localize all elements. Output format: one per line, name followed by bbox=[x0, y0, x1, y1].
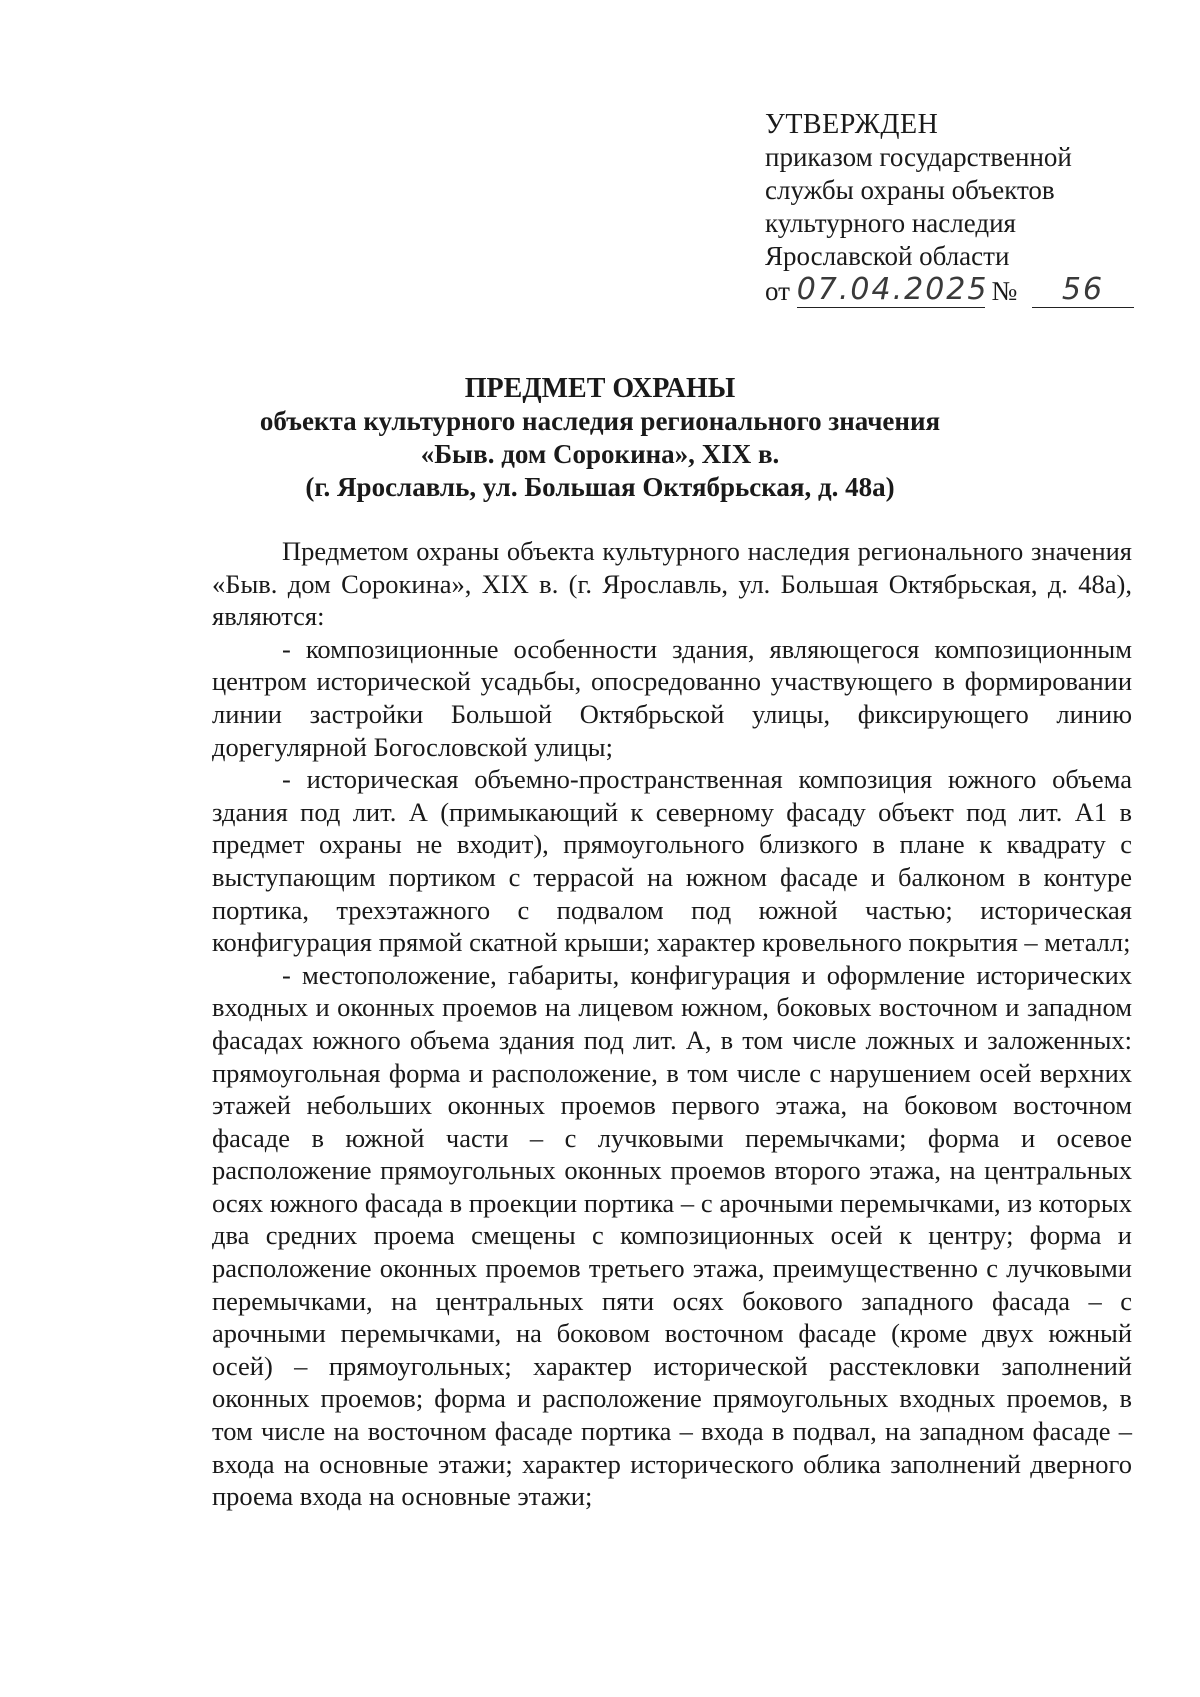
handwritten-date: 07.04.2025 bbox=[796, 272, 989, 307]
approval-line: Ярославской области bbox=[765, 241, 1010, 271]
approval-line: приказом государственной bbox=[765, 142, 1072, 172]
approval-line: культурного наследия bbox=[765, 208, 1016, 238]
handwritten-number: 56 bbox=[1061, 272, 1105, 307]
document-title bbox=[160, 372, 1040, 504]
list-item-openings: - местоположение, габариты, конфигурация и оформление исторических входных и оконных проемов на лицевом южном, боковых восточном и западном фасадах южного объема здания под лит. А, в том числе ложных и заложенных: прямоугольная форма и расположение, в том числе с нарушением осей верхних этажей небольших оконных проемов первого этажа, на боковом восточном фасаде в южной части – с лучковыми перемычками; форма и осевое расположение прямоугольных оконных проемов второго этажа, на центральных осях южного фасада в проекции портика – с арочными перемычками, из которых два средних проема смещены с композиционных осей к центру; форма и расположение оконных проемов третьего этажа, преимущественно с лучковыми перемычками, на центральных пяти осях бокового западного фасада – с арочными перемычками, на боковом восточном фасаде (кроме двух южный осей) – прямоугольных; характер исторической расстекловки заполнений оконных проемов; форма и расположение прямоугольных входных проемов, в том числе на восточном фасаде портика – входа в подвал, на западном фасаде – входа на основные этажи; характер исторического облика заполнений дверного проема входа на основные этажи; bbox=[212, 959, 1132, 1512]
approval-line: службы охраны объектов bbox=[765, 175, 1055, 205]
list-item-volume: - историческая объемно-пространственная композиция южного объема здания под лит. А (примыкающий к северному фасаду объект под лит. А1 в предмет охраны не входит), прямоугольного близкого в плане к квадрату с выступающим портиком с террасой на южном фасаде и балконом в контуре портика, трехэтажного с подвалом под южной частью; историческая конфигурация прямой скатной крыши; характер кровельного покрытия – металл; bbox=[212, 764, 1132, 958]
date-prefix: от bbox=[765, 276, 790, 306]
order-date-number-row bbox=[765, 273, 1145, 311]
approval-heading: УТВЕРЖДЕН bbox=[765, 109, 939, 140]
number-prefix: № bbox=[991, 276, 1018, 306]
approval-block bbox=[765, 108, 1145, 311]
title-subtitle: объекта культурного наследия регионального значения bbox=[259, 406, 941, 436]
order-number-field bbox=[1032, 273, 1134, 308]
title-object-name: «Быв. дом Сорокина», XIX в. bbox=[420, 439, 780, 469]
list-item-composition: - композиционные особенности здания, являющегося композиционным центром исторической усадьбы, опосредованно участвующего в формировании линии застройки Большой Октябрьской улицы, фиксирующего линию дорегулярной Богословской улицы; bbox=[212, 633, 1132, 762]
title-address: (г. Ярославль, ул. Большая Октябрьская, д. 48а) bbox=[305, 472, 895, 502]
title-main: ПРЕДМЕТ ОХРАНЫ bbox=[464, 373, 736, 404]
order-date-field bbox=[796, 272, 989, 308]
intro-paragraph: Предметом охраны объекта культурного наследия регионального значения «Быв. дом Сорокина», XIX в. (г. Ярославль, ул. Большая Октябрьская, д. 48а), являются: bbox=[212, 536, 1132, 632]
document-body bbox=[212, 535, 1132, 1513]
